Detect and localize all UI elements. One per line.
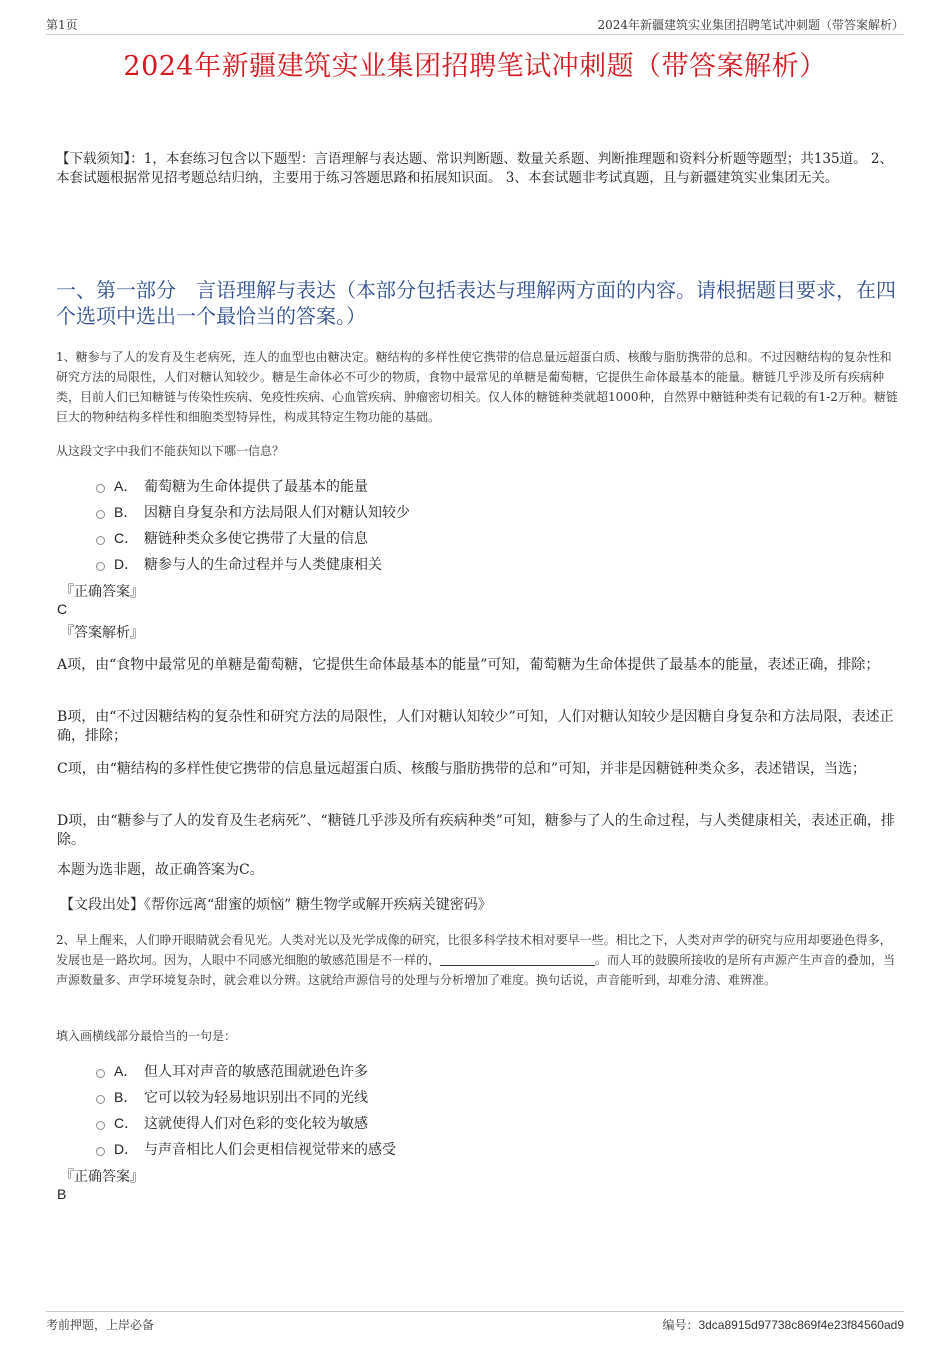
option-text: 但人耳对声音的敏感范围就逊色许多 <box>144 1064 368 1080</box>
question-1-options <box>96 473 410 577</box>
question-2-prompt: 填入画横线部分最恰当的一句是： <box>56 1029 237 1043</box>
option-text: 葡萄糖为生命体提供了最基本的能量 <box>144 479 368 495</box>
footer-code <box>662 1316 904 1333</box>
page-footer <box>46 1311 904 1332</box>
option-letter: D． <box>114 556 139 572</box>
q1-analysis-d: D项，由“糖参与了人的发育及生老病死”、“糖链几乎涉及所有疾病种类”可知，糖参与了人的生命过程，与人类健康相关，表述正确，排除。 <box>57 813 895 848</box>
radio-icon[interactable] <box>96 562 105 571</box>
section-heading: 一、第一部分 言语理解与表达（本部分包括表达与理解两方面的内容。请根据题目要求，在四个选项中选出一个最恰当的答案。） <box>56 278 896 328</box>
q1-answer-label: 『正确答案』 <box>60 584 144 600</box>
q2-option-d[interactable] <box>96 1136 396 1162</box>
q2-option-c[interactable] <box>96 1110 396 1136</box>
option-text: 与声音相比人们会更相信视觉带来的感受 <box>144 1142 396 1158</box>
header-doc-title: 2024年新疆建筑实业集团招聘笔试冲刺题（带答案解析） <box>597 18 904 32</box>
code-label: 编号： <box>662 1318 699 1332</box>
q1-analysis-label: 『答案解析』 <box>60 625 144 641</box>
option-letter: B． <box>114 504 138 520</box>
option-text: 它可以较为轻易地识别出不同的光线 <box>144 1090 368 1106</box>
page-header <box>46 14 904 35</box>
option-text: 糖参与人的生命过程并与人类健康相关 <box>144 557 382 573</box>
download-notice: 【下载须知】：1，本套练习包含以下题型：言语理解与表达题、常识判断题、数量关系题、判断推理题和资料分析题等题型；共135道。 2、本套试题根据常见招考题总结归纳，主要用于练习答题思路和拓展知识面。 3、本套试题非考试真题，且与新疆建筑实业集团无关。 <box>56 151 893 186</box>
radio-icon[interactable] <box>96 1121 105 1130</box>
q1-conclusion: 本题为选非题，故正确答案为C。 <box>57 862 264 878</box>
option-text: 因糖自身复杂和方法局限人们对糖认知较少 <box>144 505 410 521</box>
radio-icon[interactable] <box>96 1069 105 1078</box>
option-letter: D． <box>114 1141 139 1157</box>
radio-icon[interactable] <box>96 510 105 519</box>
q1-correct-answer: C <box>57 601 68 617</box>
question-1-text: 1、糖参与了人的发育及生老病死，连人的血型也由糖决定。糖结构的多样性使它携带的信息量远超蛋白质、核酸与脂肪携带的总和。不过因糖结构的复杂性和研究方法的局限性，人们对糖认知较少。糖是生命体必不可少的物质，食物中最常见的单糖是葡萄糖，它提供生命体最基本的能量。糖链几乎涉及所有疾病种类，目前人们已知糖链与传染性疾病、免疫性疾病、心血管疾病、肿瘤密切相关。仅人体的糖链种类就超1000种，自然界中糖链种类有记载的有1-2万种。糖链巨大的物种结构多样性和细胞类型特异性，构成其特定生物功能的基础。 <box>56 350 898 424</box>
q1-option-b[interactable] <box>96 499 410 525</box>
q1-source: 【文段出处】《帮你远离“甜蜜的烦恼” 糖生物学或解开疾病关键密码》 <box>60 897 492 913</box>
q1-analysis-a: A项，由“食物中最常见的单糖是葡萄糖，它提供生命体最基本的能量”可知，葡萄糖为生命体提供了最基本的能量，表述正确，排除； <box>57 657 880 673</box>
q2-text-after: 。而人耳的鼓膜所接收的是所有声源产生声音的叠加，当声源数量多、声学环境复杂时，就会难以分辨。这就给声源信号的处理与分析增加了难度。换句话说，声音能听到，却难分清、难辨准。 <box>56 953 896 987</box>
q2-option-a[interactable] <box>96 1058 396 1084</box>
radio-icon[interactable] <box>96 1147 105 1156</box>
q1-option-d[interactable] <box>96 551 410 577</box>
radio-icon[interactable] <box>96 484 105 493</box>
option-letter: C． <box>114 1115 139 1131</box>
question-1-prompt: 从这段文字中我们不能获知以下哪一信息？ <box>56 444 285 458</box>
q2-option-b[interactable] <box>96 1084 396 1110</box>
q1-analysis-b: B项，由“不过因糖结构的复杂性和研究方法的局限性，人们对糖认知较少”可知，人们对糖认知较少是因糖自身复杂和方法局限，表述正确，排除； <box>57 709 894 744</box>
question-2-text <box>56 930 900 990</box>
q2-answer-label: 『正确答案』 <box>60 1169 144 1185</box>
q2-text-before: 2、早上醒来，人们睁开眼睛就会看见光。人类对光以及光学成像的研究，比很多科学技术相对要早一些。相比之下，人类对声学的研究与应用却要逊色得多，发展也是一路坎坷。因为，人眼中不同感光细胞的敏感范围是不一样的， <box>56 933 892 967</box>
q1-option-c[interactable] <box>96 525 410 551</box>
radio-icon[interactable] <box>96 1095 105 1104</box>
option-letter: A． <box>114 1063 138 1079</box>
option-letter: A． <box>114 478 138 494</box>
document-title: 2024年新疆建筑实业集团招聘笔试冲刺题（带答案解析） <box>123 51 827 82</box>
q1-analysis-c: C项，由“糖结构的多样性使它携带的信息量远超蛋白质、核酸与脂肪携带的总和”可知，并非是因糖链种类众多，表述错误，当选； <box>57 761 867 777</box>
radio-icon[interactable] <box>96 536 105 545</box>
page-number: 第1页 <box>46 18 78 32</box>
option-text: 这就使得人们对色彩的变化较为敏感 <box>144 1116 368 1132</box>
code-value: 3dca8915d97738c869f4e23f84560ad9 <box>698 1318 904 1332</box>
option-text: 糖链种类众多使它携带了大量的信息 <box>144 531 368 547</box>
fill-blank <box>440 953 595 966</box>
q1-option-a[interactable] <box>96 473 410 499</box>
q2-correct-answer: B <box>57 1186 67 1202</box>
footer-slogan: 考前押题，上岸必备 <box>46 1318 155 1332</box>
option-letter: B． <box>114 1089 138 1105</box>
question-2-options <box>96 1058 396 1162</box>
option-letter: C． <box>114 530 139 546</box>
